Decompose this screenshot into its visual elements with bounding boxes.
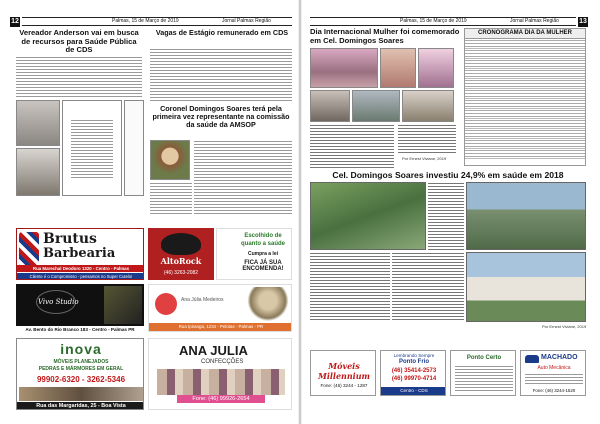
article-3-photo — [150, 140, 190, 180]
right-article-1-photo-2 — [380, 48, 416, 88]
right-article-1-photo-1 — [310, 48, 378, 88]
inova-photo — [19, 387, 143, 401]
alto-rock-name: AltoRock — [160, 256, 202, 266]
schedule-table-title: CRONOGRAMA DIA DA MULHER — [465, 29, 585, 39]
article-3-title: Coronel Domingos Soares terá pela primeira vez representante na comissão da saúde da AMSOP — [152, 104, 290, 130]
article-2-body — [150, 48, 292, 102]
right-article-2-caption: Por Ernest Viviane, 2019 — [542, 324, 587, 329]
studio-photo — [104, 286, 142, 324]
vet-logo-icon — [155, 293, 177, 315]
right-article-1-photo-4 — [310, 90, 350, 122]
right-article-1-photo-6 — [402, 90, 454, 122]
saude-line2: quanto a saúde — [240, 241, 285, 247]
saude-cta: FICA JÁ SUA ENCOMENDA! — [242, 260, 284, 272]
ad-ponto-frio[interactable] — [380, 350, 446, 396]
article-2-title: Vagas de Estágio remunerado em CDS — [155, 28, 289, 37]
vet-name: Ana Júlia Medeiros — [181, 297, 224, 303]
moveis-name: Móveis Millennium — [317, 361, 370, 381]
clothing-photo — [157, 369, 285, 395]
right-article-1-title: Dia Internacional Mulher foi comemorado em Cel. Domingos Soares — [310, 27, 460, 45]
ad-machado[interactable] — [520, 350, 586, 396]
page-number-right: 13 — [579, 18, 587, 25]
ana-julia-sub: CONFECÇÕES — [201, 359, 244, 365]
schedule-table — [464, 28, 586, 166]
ad-ana-julia-confeccoes[interactable] — [148, 338, 292, 410]
masthead-name: Jornal Palmas Região — [222, 18, 271, 24]
ad-vivo-studio[interactable] — [16, 284, 144, 334]
inova-line1: MÓVEIS PLANEJADOS — [53, 359, 109, 365]
machado-sub: Auto Mecânica — [537, 365, 571, 371]
ad-vet-ana-julia[interactable] — [148, 284, 292, 332]
hospital-photo-2 — [466, 252, 586, 322]
vet-address: Rua Ipiranga, 1234 - Pelotas - Palmas - PR — [149, 323, 292, 331]
masthead-right-name: Jornal Palmas Região — [510, 18, 559, 24]
dog-photo — [247, 287, 289, 321]
right-article-2-body-3 — [392, 252, 464, 322]
ad-inova[interactable] — [16, 338, 144, 410]
ad-ponto-certo[interactable] — [450, 350, 516, 396]
moveis-phone: Fone: (46) 3244 - 1287 — [320, 383, 368, 388]
masthead-right — [310, 17, 576, 26]
ana-julia-name: ANA JULIA — [179, 343, 248, 358]
ponto-frio-phone2: (46) 99970-4714 — [391, 376, 437, 382]
ad-saude[interactable] — [216, 228, 292, 280]
article-1-body — [16, 56, 142, 98]
machado-phone: Fone: (46) 3244-1520 — [532, 388, 576, 393]
machado-body — [525, 373, 583, 385]
right-article-1-photo-3 — [418, 48, 454, 88]
right-article-2-body — [428, 182, 464, 250]
page-number: 12 — [11, 18, 19, 25]
saude-line1: Escolhido de — [244, 233, 282, 239]
right-page — [302, 0, 600, 424]
ponto-frio-phone1: (46) 35414-2573 — [391, 368, 437, 374]
right-article-1-photo-5 — [352, 90, 400, 122]
ponto-certo-body — [455, 365, 513, 393]
ad-brutus-barbearia[interactable] — [16, 228, 144, 280]
brutus-footer: Cliente é o Compromisso - pensamos no Super Cutelo! — [17, 273, 144, 280]
brutus-address: Rua Marechal Deodoro 1320 - Centro - Palmas — [17, 265, 144, 272]
inova-phone: 99902-6320 - 3262-5346 — [36, 375, 126, 384]
ponto-frio-line: Lembrando Sempre — [393, 353, 435, 358]
saude-line3: Cumpra a lei — [247, 251, 278, 257]
right-article-2-body-2 — [310, 252, 390, 322]
brutus-subtitle: Barbearia — [43, 246, 116, 261]
vivo-studio-name: Vivo Studio — [38, 298, 79, 306]
alto-rock-phone: (46) 3263-2082 — [163, 270, 199, 276]
article-1-title: Vereador Anderson vai em busca de recursos para Saúde Pública de CDS — [19, 28, 139, 54]
ponto-frio-address: Centro - CDS — [381, 387, 446, 395]
inova-name: inova — [60, 341, 102, 357]
article-1-document — [62, 100, 122, 196]
ponto-frio-name: Ponto Frio — [399, 359, 429, 365]
masthead — [22, 17, 292, 26]
article-3-body — [194, 140, 292, 216]
article-1-photo — [16, 100, 60, 146]
right-article-1-body — [310, 124, 394, 168]
right-article-1-body-2 — [398, 124, 456, 154]
ana-julia-phone: Fone: (46) 99926-2654 — [177, 395, 265, 403]
city-aerial-photo — [310, 182, 426, 250]
right-article-1-caption: Por Ernest Viviane, 2019 — [402, 156, 447, 161]
ad-alto-rock[interactable] — [148, 228, 214, 280]
machado-name: MACHADO — [541, 354, 578, 361]
article-1-document-2 — [124, 100, 144, 196]
ad-moveis-millennium[interactable] — [310, 350, 376, 396]
car-icon — [525, 355, 539, 363]
hospital-photo-1 — [466, 182, 586, 250]
vivo-studio-address: Av. Bento do Rio Branco 183 - Centro - Palmas PR — [16, 326, 144, 334]
right-article-2-title: Cel. Domingos Soares investiu 24,9% em saúde em 2018 — [332, 170, 564, 180]
bull-logo-icon — [161, 233, 201, 255]
article-3-body-2 — [150, 182, 192, 216]
inova-address: Rua das Margaridas, 25 - Boa Vista — [17, 402, 144, 410]
masthead-date: Palmas, 15 de Março de 2019 — [112, 18, 179, 24]
masthead-right-date: Palmas, 15 de Março de 2019 — [400, 18, 467, 24]
ponto-certo-name: Ponto Certo — [466, 355, 502, 361]
article-1-photo-2 — [16, 148, 60, 196]
brutus-title: Brutus — [43, 231, 97, 247]
inova-line2: PEDRAS E MÁRMORES EM GERAL — [38, 366, 124, 372]
